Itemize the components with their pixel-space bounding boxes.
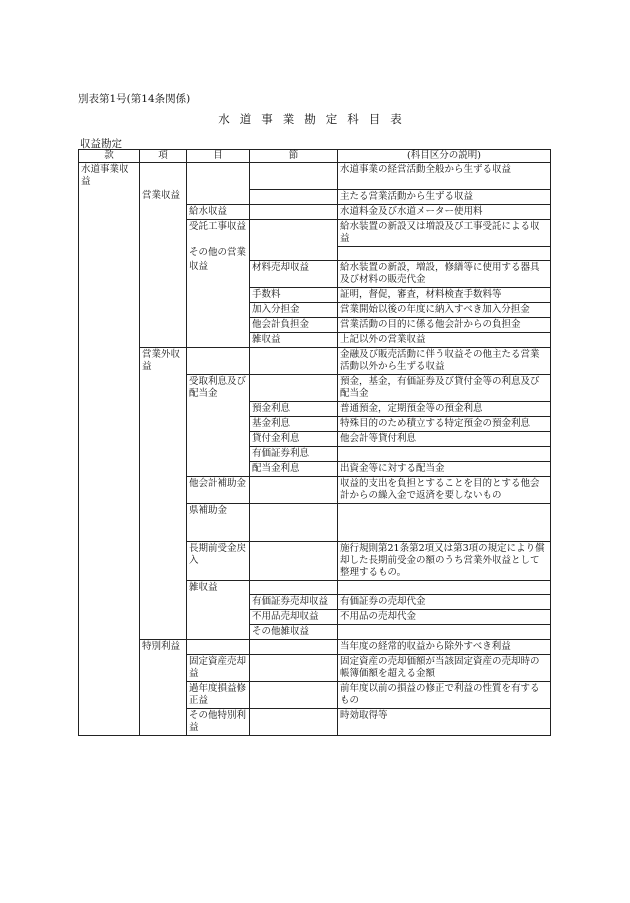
cell-kan — [79, 625, 140, 640]
cell-setsu: 貸付金利息 — [250, 431, 338, 446]
cell-kan — [79, 416, 140, 431]
table-row — [79, 446, 551, 461]
table-row — [79, 655, 551, 682]
cell-kan — [79, 374, 140, 401]
cell-kou: 営業収益 — [140, 189, 187, 204]
cell-moku: 雑収益 — [187, 580, 250, 595]
cell-kan — [79, 246, 140, 260]
cell-moku: 給水収益 — [187, 204, 250, 219]
cell-kou — [140, 503, 187, 541]
cell-kan — [79, 302, 140, 317]
cell-kan — [79, 260, 140, 287]
cell-moku: 固定資産売却益 — [187, 655, 250, 682]
cell-description — [338, 580, 551, 595]
cell-kan: 水道事業収益 — [79, 163, 140, 190]
table-body — [79, 163, 551, 736]
cell-kan — [79, 461, 140, 476]
cell-moku: 受取利息及び配当金 — [187, 374, 250, 401]
cell-kou — [140, 595, 187, 610]
cell-description: 営業開始以後の年度に納入すべき加入分担金 — [338, 302, 551, 317]
cell-setsu — [250, 682, 338, 709]
table-row — [79, 541, 551, 580]
table-row — [79, 163, 551, 190]
cell-kou — [140, 625, 187, 640]
cell-setsu — [250, 204, 338, 219]
table-row — [79, 610, 551, 625]
table-header-row — [79, 150, 551, 163]
column-header-kou: 項 — [140, 150, 187, 163]
cell-kan — [79, 347, 140, 374]
annex-label: 別表第1号(第14条関係) — [78, 93, 191, 105]
cell-description: 不用品の売却代金 — [338, 610, 551, 625]
table-row — [79, 580, 551, 595]
cell-kan — [79, 709, 140, 736]
cell-kan — [79, 446, 140, 461]
cell-moku — [187, 610, 250, 625]
cell-description: 給水装置の新設又は増設及び工事受託による収益 — [338, 219, 551, 246]
account-table — [78, 149, 551, 736]
cell-kou — [140, 541, 187, 580]
cell-description: 金融及び販売活動に伴う収益その他主たる営業活動以外から生ずる収益 — [338, 347, 551, 374]
cell-moku — [187, 446, 250, 461]
cell-description — [338, 246, 551, 260]
cell-setsu: 手数料 — [250, 287, 338, 302]
cell-moku — [187, 189, 250, 204]
cell-kan — [79, 287, 140, 302]
cell-kou — [140, 416, 187, 431]
cell-moku: その他の営業 — [187, 246, 250, 260]
column-header-kan: 款 — [79, 150, 140, 163]
section-label: 収益勘定 — [80, 138, 122, 150]
table-row — [79, 347, 551, 374]
cell-kou — [140, 204, 187, 219]
cell-kan — [79, 401, 140, 416]
table-row — [79, 332, 551, 347]
cell-moku — [187, 625, 250, 640]
cell-moku — [187, 347, 250, 374]
cell-moku — [187, 416, 250, 431]
cell-kan — [79, 332, 140, 347]
cell-description: 有価証券の売却代金 — [338, 595, 551, 610]
table-row — [79, 246, 551, 260]
cell-moku — [187, 287, 250, 302]
cell-description: 収益的支出を負担とすることを目的とする他会計からの繰入金で返済を要しないもの — [338, 476, 551, 503]
table-row — [79, 219, 551, 246]
cell-kou — [140, 655, 187, 682]
cell-moku — [187, 461, 250, 476]
cell-kan — [79, 204, 140, 219]
cell-moku — [187, 640, 250, 655]
cell-kan — [79, 189, 140, 204]
cell-kan — [79, 682, 140, 709]
cell-kan — [79, 476, 140, 503]
cell-kan — [79, 503, 140, 541]
cell-setsu — [250, 655, 338, 682]
cell-description: 水道事業の経営活動全般から生ずる収益 — [338, 163, 551, 190]
cell-setsu — [250, 709, 338, 736]
cell-description: 水道料金及び水道メーター使用料 — [338, 204, 551, 219]
table-row — [79, 595, 551, 610]
cell-kan — [79, 541, 140, 580]
column-header-description: (科目区分の説明) — [338, 150, 551, 163]
cell-kan — [79, 655, 140, 682]
cell-moku: 過年度損益修正益 — [187, 682, 250, 709]
cell-setsu — [250, 541, 338, 580]
cell-moku — [187, 431, 250, 446]
cell-description: 他会計等貸付利息 — [338, 431, 551, 446]
table-row — [79, 189, 551, 204]
cell-description: 前年度以前の損益の修正で利益の性質を有するもの — [338, 682, 551, 709]
cell-setsu — [250, 503, 338, 541]
cell-description: 固定資産の売却価額が当該固定資産の売却時の帳簿価額を超える金額 — [338, 655, 551, 682]
cell-setsu — [250, 163, 338, 190]
cell-setsu — [250, 640, 338, 655]
cell-kou — [140, 163, 187, 190]
cell-kou — [140, 374, 187, 401]
cell-moku — [187, 332, 250, 347]
cell-setsu: 不用品売却収益 — [250, 610, 338, 625]
table-row — [79, 709, 551, 736]
cell-moku — [187, 163, 250, 190]
cell-description: 証明，督促，審査，材料検査手数料等 — [338, 287, 551, 302]
column-header-setsu: 節 — [250, 150, 338, 163]
table-row — [79, 476, 551, 503]
cell-moku — [187, 317, 250, 332]
cell-kou — [140, 580, 187, 595]
cell-setsu — [250, 347, 338, 374]
table-row — [79, 374, 551, 401]
cell-setsu — [250, 189, 338, 204]
cell-setsu — [250, 219, 338, 246]
cell-description: 主たる営業活動から生ずる収益 — [338, 189, 551, 204]
table-row — [79, 431, 551, 446]
table-row — [79, 461, 551, 476]
cell-description: 出資金等に対する配当金 — [338, 461, 551, 476]
cell-setsu: 有価証券売却収益 — [250, 595, 338, 610]
cell-moku: その他特別利益 — [187, 709, 250, 736]
cell-kou — [140, 246, 187, 260]
cell-moku: 収益 — [187, 260, 250, 287]
cell-kou — [140, 446, 187, 461]
cell-setsu: 加入分担金 — [250, 302, 338, 317]
cell-kou — [140, 431, 187, 446]
table-row — [79, 204, 551, 219]
cell-kan — [79, 640, 140, 655]
cell-kan — [79, 610, 140, 625]
cell-setsu: 有価証券利息 — [250, 446, 338, 461]
cell-kou — [140, 610, 187, 625]
cell-kou — [140, 302, 187, 317]
cell-description: 営業活動の目的に係る他会計からの負担金 — [338, 317, 551, 332]
cell-description — [338, 446, 551, 461]
table-row — [79, 317, 551, 332]
cell-description: 上記以外の営業収益 — [338, 332, 551, 347]
cell-setsu: 預金利息 — [250, 401, 338, 416]
cell-moku — [187, 401, 250, 416]
cell-description: 施行規則第21条第2項又は第3項の規定により償却した長期前受金の額のうち営業外収益として整理するもの。 — [338, 541, 551, 580]
cell-description — [338, 625, 551, 640]
cell-kou — [140, 219, 187, 246]
cell-kou — [140, 317, 187, 332]
cell-description: 給水装置の新設，増設，修繕等に使用する器具及び材料の販売代金 — [338, 260, 551, 287]
cell-moku: 受託工事収益 — [187, 219, 250, 246]
cell-setsu: 材料売却収益 — [250, 260, 338, 287]
cell-kou — [140, 476, 187, 503]
table-row — [79, 625, 551, 640]
cell-description: 普通預金，定期預金等の預金利息 — [338, 401, 551, 416]
cell-kou — [140, 260, 187, 287]
cell-moku: 長期前受金戻入 — [187, 541, 250, 580]
table-row — [79, 401, 551, 416]
cell-kou: 営業外収益 — [140, 347, 187, 374]
cell-setsu — [250, 580, 338, 595]
cell-moku — [187, 595, 250, 610]
cell-description — [338, 503, 551, 541]
cell-kou: 特別利益 — [140, 640, 187, 655]
cell-setsu — [250, 374, 338, 401]
cell-kan — [79, 219, 140, 246]
cell-setsu: 配当金利息 — [250, 461, 338, 476]
cell-moku: 県補助金 — [187, 503, 250, 541]
table-row — [79, 503, 551, 541]
cell-moku: 他会計補助金 — [187, 476, 250, 503]
table-row — [79, 416, 551, 431]
cell-description: 当年度の経常的収益から除外すべき利益 — [338, 640, 551, 655]
table-row — [79, 260, 551, 287]
cell-setsu: 雑収益 — [250, 332, 338, 347]
column-header-moku: 目 — [187, 150, 250, 163]
cell-setsu: その他雑収益 — [250, 625, 338, 640]
cell-kan — [79, 595, 140, 610]
cell-kou — [140, 401, 187, 416]
cell-setsu: 他会計負担金 — [250, 317, 338, 332]
cell-kan — [79, 431, 140, 446]
cell-setsu: 基金利息 — [250, 416, 338, 431]
table-row — [79, 287, 551, 302]
cell-setsu — [250, 246, 338, 260]
cell-description: 時効取得等 — [338, 709, 551, 736]
cell-setsu — [250, 476, 338, 503]
cell-kou — [140, 332, 187, 347]
table-row — [79, 640, 551, 655]
page-title: 水道事業勘定科目表 — [218, 112, 412, 126]
cell-kou — [140, 682, 187, 709]
cell-moku — [187, 302, 250, 317]
cell-kou — [140, 287, 187, 302]
table-row — [79, 682, 551, 709]
table-row — [79, 302, 551, 317]
cell-kan — [79, 317, 140, 332]
cell-kou — [140, 461, 187, 476]
cell-description: 預金，基金，有価証券及び貸付金等の利息及び配当金 — [338, 374, 551, 401]
cell-kou — [140, 709, 187, 736]
cell-kan — [79, 580, 140, 595]
cell-description: 特殊目的のため積立する特定預金の預金利息 — [338, 416, 551, 431]
